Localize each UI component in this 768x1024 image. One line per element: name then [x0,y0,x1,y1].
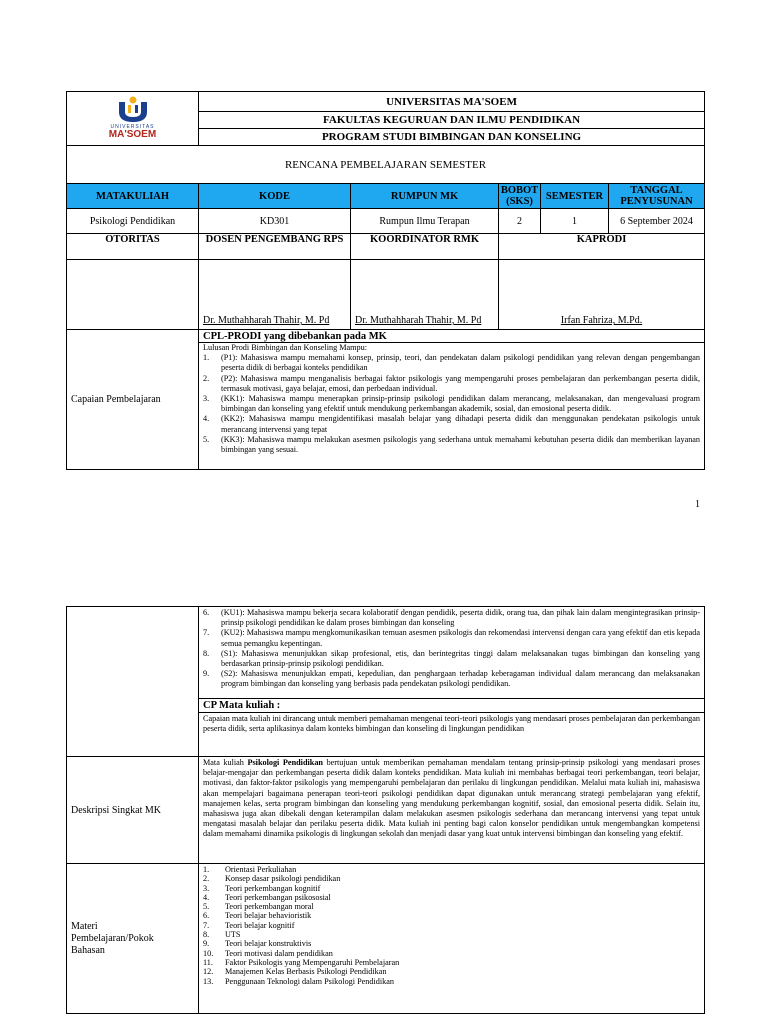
authority-blank [67,260,199,330]
materi-item-number: 1. [203,865,210,874]
cpl-item-number: 8. [203,648,210,658]
signature-kaprodi [499,260,705,330]
materi-item-number: 11. [203,957,213,967]
materi-item [201,865,702,874]
th-kode: KODE [199,184,351,209]
signature-dosen-name: Dr. Muthahharah Thahir, M. Pd [203,315,330,326]
materi-item-number: 8. [203,930,210,940]
cpl-item-text: (KK1): Mahasiswa mampu menerapkan prinsip-prinsip psikologi pendidikan dalam merancang, melaksanakan, dan mengevaluasi program bimbingan dan konseling yang efektif untuk mendukung perkembangan akademik, sosial, dan emosional peserta didik. [221,394,701,414]
materi-item-text: UTS [225,930,241,940]
materi-item-number: 7. [203,920,210,930]
materi-item [201,958,702,967]
materi-item-number: 9. [203,939,210,949]
th-otoritas: OTORITAS [67,234,199,260]
materi-item-number: 12. [203,967,214,977]
materi-label [67,864,199,1014]
cpl-item-text: (KU1): Mahasiswa mampu bekerja secara kolaboratif dengan pendidik, peserta didik, orang tua, dan pihak lain dalam mengintegrasikan prinsip-prinsip psikologi pendidikan ke dalam proses bimbingan dan konseling [221,608,700,628]
program-name: PROGRAM STUDI BIMBINGAN DAN KONSELING [199,129,705,146]
capaian-continued-label [67,607,199,757]
materi-item-text: Teori perkembangan psikososial [225,892,331,902]
faculty-name: FAKULTAS KEGURUAN DAN ILMU PENDIDIKAN [199,112,705,129]
cpl-item-number: 1. [203,353,210,363]
course-date: 6 September 2024 [609,209,705,234]
university-name: UNIVERSITAS MA'SOEM [199,92,705,112]
course-name: Psikologi Pendidikan [67,209,199,234]
cpl-heading: CPL-PRODI yang dibebankan pada MK [199,331,704,343]
cpl-intro: Lulusan Prodi Bimbingan dan Konseling Mampu: [203,343,367,352]
materi-item-number: 3. [203,883,210,893]
materi-item [201,893,702,902]
materi-item-text: Teori motivasi dalam pendidikan [225,948,333,958]
cpl-list [203,353,700,455]
materi-item [201,911,702,920]
logo-text-top: UNIVERSITAS [110,124,155,130]
materi-item-number: 10. [203,948,214,958]
cpl-item-text: (KU2): Mahasiswa mampu mengkomunikasikan temuan asesmen psikologis dan rekomendasi intervensi dengan cara yang efektif dan etis kepada semua pemangku kepentingan. [221,628,700,648]
materi-content [199,864,705,1014]
cpl-item-text: (KK2): Mahasiswa mampu mengidentifikasi masalah belajar yang dihadapi peserta didik dan menggunakan pendekatan psikologis untuk merancang intervensi yang tepat [221,414,701,434]
cpl-item [203,353,700,373]
logo-cell [67,92,199,146]
materi-item-number: 4. [203,892,210,902]
materi-item-number: 2. [203,874,210,884]
cpl-item-text: (S2): Mahasiswa menunjukkan empati, kepedulian, dan penghargaan terhadap keberagaman individual dalam merancang dan melaksanakan program bimbingan dan konseling yang berbasis pada pendekatan psikologi pendidikan. [221,669,700,689]
signature-dosen [199,260,351,330]
materi-item-text: Faktor Psikologis yang Mempengaruhi Pembelajaran [225,957,400,967]
cpl-item-number: 4. [203,414,210,424]
cpl-item-number: 7. [203,628,210,638]
logo-text-bottom: MA'SOEM [108,129,157,140]
cpl-item-text: (S1): Mahasiswa menunjukkan sikap profesional, etis, dan berintegritas tinggi dalam melaksanakan tugas bimbingan dan konseling yang berdasarkan prinsip-prinsip psikologi pendidikan. [221,648,700,669]
deskripsi-text-start: Mata kuliah [203,758,248,767]
materi-item [201,902,702,911]
deskripsi-label: Deskripsi Singkat MK [67,757,199,864]
cpl-item [203,394,700,414]
th-tanggal: TANGGAL PENYUSUNAN [609,184,705,209]
cpl-item-number: 9. [203,669,210,679]
materi-item [201,949,702,958]
materi-item-text: Teori perkembangan moral [225,902,314,912]
cpl-item-text: (P1): Mahasiswa mampu memahami konsep, prinsip, teori, dan pendekatan dalam psikologi pendidikan yang relevan dengan pengembangan peserta didik di berbagai konteks pendidikan [221,353,701,373]
signature-kaprodi-name: Irfan Fahriza, M.Pd. [560,315,643,326]
materi-item-text: Manajemen Kelas Berbasis Psikologi Pendidikan [225,967,387,977]
th-koordinator: KOORDINATOR RMK [351,234,499,260]
materi-item-text: Orientasi Perkuliahan [225,865,297,874]
cpl-item [203,435,700,455]
materi-item-number: 6. [203,911,210,921]
signature-koordinator-name: Dr. Muthahharah Thahir, M. Pd [355,315,482,326]
capaian-continued [199,607,705,757]
materi-item [201,921,702,930]
cpl-item-number: 2. [203,373,210,383]
th-dosen: DOSEN PENGEMBANG RPS [199,234,351,260]
materi-item [201,884,702,893]
cpl-item [203,628,700,648]
materi-item-text: Teori belajar behavioristik [225,911,312,921]
materi-item-text: Konsep dasar psikologi pendidikan [225,874,341,884]
materi-item-text: Penggunaan Teknologi dalam Psikologi Pendidikan [225,976,394,986]
cpl-list-continued [203,608,700,690]
cpl-item-number: 3. [203,394,210,404]
th-kaprodi: KAPRODI [499,234,705,260]
materi-item [201,930,702,939]
deskripsi-text [203,758,700,840]
materi-item-number: 13. [203,976,214,986]
logo-emblem-icon [115,96,151,122]
course-code: KD301 [199,209,351,234]
signature-koordinator [351,260,499,330]
capaian-content [199,330,705,470]
course-credits: 2 [499,209,541,234]
materi-list [201,865,702,986]
cpl-item-number: 5. [203,434,210,444]
rps-table-page1 [66,91,705,470]
deskripsi-text-rest: bertujuan untuk memberikan pemahaman mendalam tentang prinsip-prinsip psikologi yang mendasari proses belajar-mengajar dan perkembangan peserta didik dalam konteks pendidikan. Mata kuliah ini membahas berbagai teori perkembangan, teori belajar, motivasi, dan faktor-faktor psikologis yang mempengaruhi pembelajaran dan perilaku di lingkungan pendidikan. Melalui mata kuliah ini, mahasiswa akan mempelajari bagaimana penerapan teori-teori psikologi pendidikan dapat digunakan untuk merancang strategi pembelajaran yang efektif, manajemen kelas, serta program bimbingan dan konseling yang mendukung perkembangan kognitif, sosial, dan emosional peserta didik. Selain itu, mahasiswa juga akan dibekali dengan keterampilan dalam melakukan asesmen psikologis sederhana dan merancang intervensi yang tepat untuk mengatasi masalah belajar dan perilaku peserta didik. Mata kuliah ini penting bagi calon konselor pendidikan untuk mengembangkan kompetensi dalam memahami dinamika psikologis di lingkungan sekolah dan menjadi dasar yang kuat untuk intervensi bimbingan dan konseling yang efektif. [203,758,700,839]
materi-item-text: Teori belajar konstruktivis [225,939,312,949]
cpl-item [203,649,700,669]
cpl-item-text: (P2): Mahasiswa mampu menganalisis berbagai faktor psikologis yang mempengaruhi proses pembelajaran dan perkembangan peserta didik, termasuk motivasi, gaya belajar, emosi, dan perbedaan individual. [221,373,701,393]
th-rumpun: RUMPUN MK [351,184,499,209]
cpmk-heading: CP Mata kuliah : [199,698,704,713]
document-title: RENCANA PEMBELAJARAN SEMESTER [67,146,705,184]
cpl-item [203,374,700,394]
materi-item-text: Teori perkembangan kognitif [225,883,321,893]
course-cluster: Rumpun Ilmu Terapan [351,209,499,234]
cpl-item [203,414,700,434]
th-matakuliah: MATAKULIAH [67,184,199,209]
rps-table-page2 [66,606,705,1014]
cpl-item [203,669,700,689]
capaian-label: Capaian Pembelajaran [67,330,199,470]
materi-item-number: 5. [203,902,210,912]
materi-item [201,939,702,948]
cpl-item [203,608,700,628]
course-semester: 1 [541,209,609,234]
page-number: 1 [695,499,700,510]
materi-item [201,874,702,883]
cpl-item-text: (KK3): Mahasiswa mampu melakukan asesmen psikologis yang sederhana untuk memahami kebutuhan peserta didik dan memberikan layanan bimbingan yang sesuai. [221,434,701,455]
th-semester: SEMESTER [541,184,609,209]
cpmk-text: Capaian mata kuliah ini dirancang untuk memberi pemahaman mengenai teori-teori psikologis yang mendasari proses pembelajaran dan perkembangan peserta didik, serta aplikasinya dalam konteks bimbingan dan konseling di lingkungan pendidikan [203,713,700,733]
university-logo [67,92,198,140]
deskripsi-content [199,757,705,864]
materi-label-text: Materi Pembelajaran/Pokok Bahasan [71,920,154,956]
materi-item-text: Teori belajar kognitif [225,920,295,930]
materi-item [201,977,702,986]
materi-item [201,967,702,976]
th-bobot: BOBOT (SKS) [499,184,541,209]
deskripsi-course-name: Psikologi Pendidikan [247,758,323,767]
cpl-item-number: 6. [203,608,210,617]
